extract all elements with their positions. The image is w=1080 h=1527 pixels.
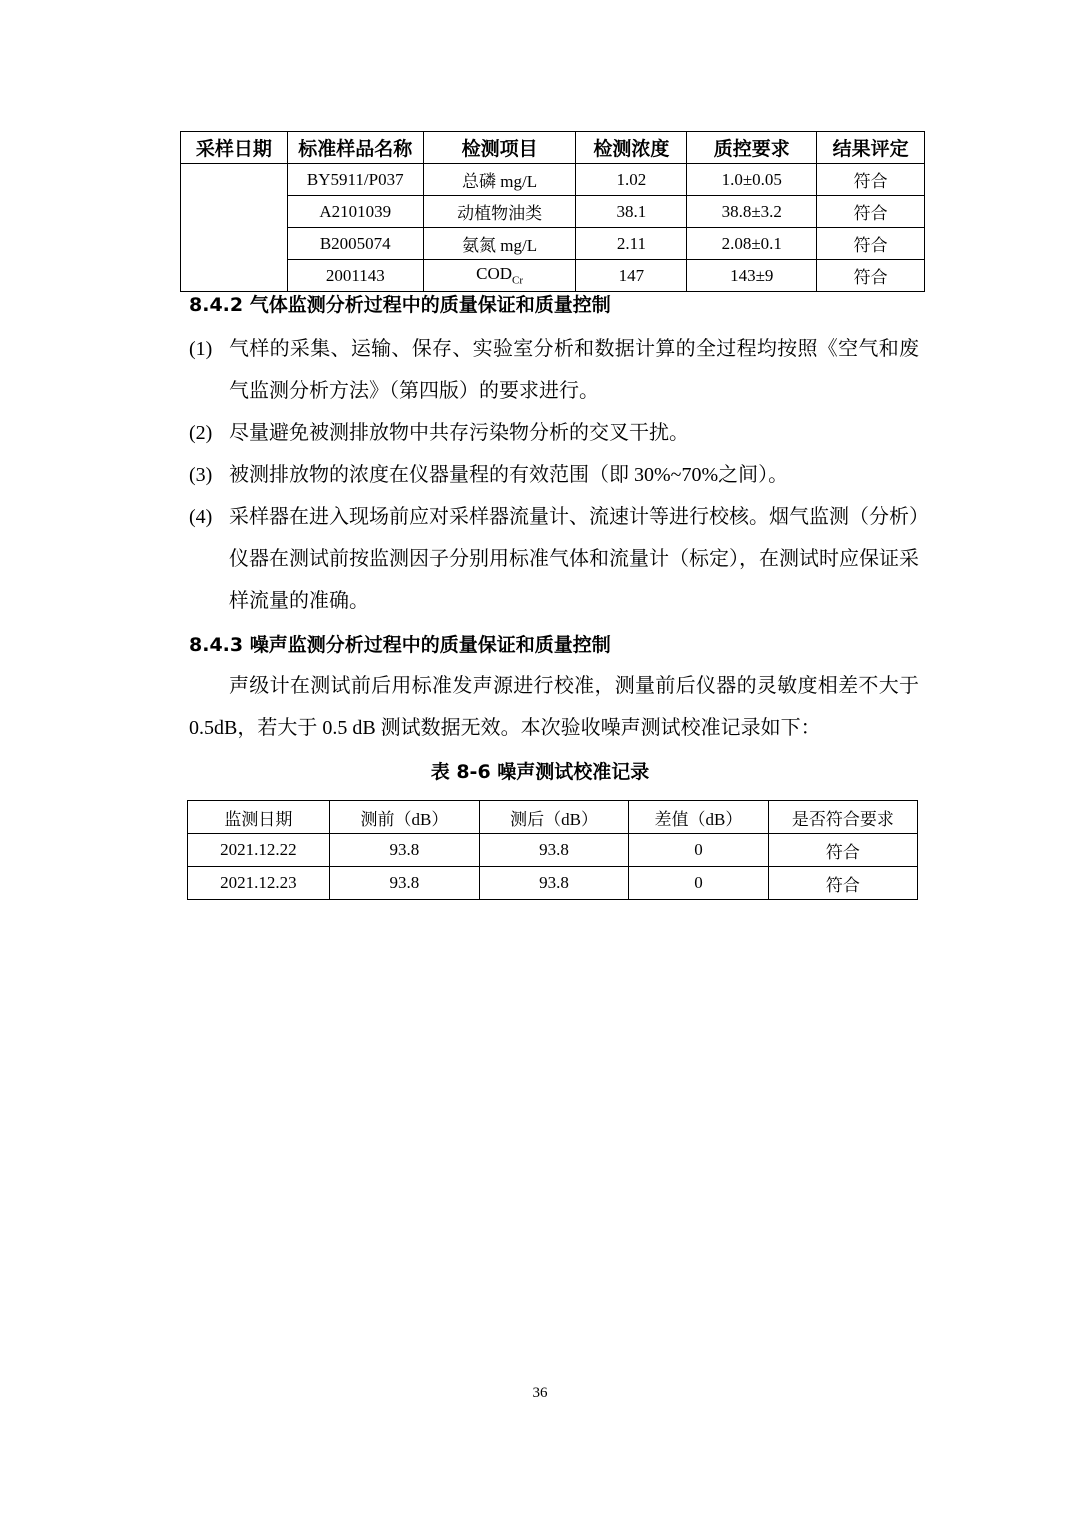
cell-sample: BY5911/P037 [287, 164, 423, 196]
cod-label: COD [476, 264, 513, 284]
header-result: 结果评定 [817, 132, 925, 164]
cell-result: 符合 [817, 164, 925, 196]
cell-conc: 1.02 [576, 164, 687, 196]
cell-compliance: 符合 [768, 834, 917, 867]
cell-diff: 0 [629, 834, 769, 867]
table-row [181, 196, 925, 228]
list-item-text: 尽量避免被测排放物中共存污染物分析的交叉干扰。 [229, 422, 689, 444]
header-compliance: 是否符合要求 [768, 801, 917, 834]
list-item [189, 496, 919, 622]
cell-result: 符合 [817, 196, 925, 228]
table-row [188, 834, 918, 867]
table-header-row [181, 132, 925, 164]
page-number: 36 [532, 1385, 548, 1401]
list-item-number: (4) [189, 506, 213, 528]
table-caption: 表 8-6 噪声测试校准记录 [430, 761, 650, 783]
cell-before: 93.8 [329, 834, 479, 867]
noise-calibration-table [187, 800, 918, 900]
header-concentration: 检测浓度 [576, 132, 687, 164]
header-qc-requirement: 质控要求 [687, 132, 817, 164]
list-item [189, 454, 919, 496]
cell-req: 38.8±3.2 [687, 196, 817, 228]
cell-sample: B2005074 [287, 228, 423, 260]
cell-date: 2021.12.23 [188, 867, 330, 900]
cell-after: 93.8 [479, 867, 628, 900]
section-8-4-2-list [189, 328, 919, 622]
list-item-number: (1) [189, 338, 213, 360]
cell-conc: 2.11 [576, 228, 687, 260]
header-date: 监测日期 [188, 801, 330, 834]
cell-result: 符合 [817, 260, 925, 292]
header-diff: 差值（dB） [629, 801, 769, 834]
cell-sample: 2001143 [287, 260, 423, 292]
cell-item: 总磷 mg/L [423, 164, 576, 196]
cell-before: 93.8 [329, 867, 479, 900]
list-item-text: 采样器在进入现场前应对采样器流量计、流速计等进行校核。烟气监测（分析）仪器在测试前按监测因子分别用标准气体和流量计（标定），在测试时应保证采样流量的准确。 [229, 506, 919, 612]
list-item [189, 328, 919, 412]
section-8-4-3-paragraph: 声级计在测试前后用标准发声源进行校准，测量前后仪器的灵敏度相差不大于 0.5dB，若大于 0.5 dB 测试数据无效。本次验收噪声测试校准记录如下： [189, 675, 919, 739]
table-row [181, 164, 925, 196]
list-item-text: 气样的采集、运输、保存、实验室分析和数据计算的全过程均按照《空气和废气监测分析方法》（第四版）的要求进行。 [229, 338, 919, 402]
header-sample-name: 标准样品名称 [287, 132, 423, 164]
cell-req: 2.08±0.1 [687, 228, 817, 260]
cell-conc: 147 [576, 260, 687, 292]
cell-req: 143±9 [687, 260, 817, 292]
cell-item: 动植物油类 [423, 196, 576, 228]
section-heading-8-4-3: 8.4.3 噪声监测分析过程中的质量保证和质量控制 [189, 634, 611, 656]
cell-req: 1.0±0.05 [687, 164, 817, 196]
table-row [188, 867, 918, 900]
header-test-item: 检测项目 [423, 132, 576, 164]
list-item [189, 412, 919, 454]
header-sampling-date: 采样日期 [181, 132, 288, 164]
sampling-date-cell [181, 164, 288, 292]
header-after: 测后（dB） [479, 801, 628, 834]
list-item-number: (3) [189, 464, 213, 486]
cell-after: 93.8 [479, 834, 628, 867]
cell-sample: A2101039 [287, 196, 423, 228]
cell-item [423, 260, 576, 292]
list-item-number: (2) [189, 422, 213, 444]
cod-subscript: Cr [512, 274, 524, 287]
header-before: 测前（dB） [329, 801, 479, 834]
section-heading-8-4-2: 8.4.2 气体监测分析过程中的质量保证和质量控制 [189, 294, 611, 316]
qc-standard-sample-table [180, 131, 925, 292]
table-row [181, 228, 925, 260]
table-header-row [188, 801, 918, 834]
table-row [181, 260, 925, 292]
cell-conc: 38.1 [576, 196, 687, 228]
cell-result: 符合 [817, 228, 925, 260]
cell-item: 氨氮 mg/L [423, 228, 576, 260]
list-item-text: 被测排放物的浓度在仪器量程的有效范围（即 30%~70%之间）。 [229, 464, 789, 486]
cell-compliance: 符合 [768, 867, 917, 900]
cell-diff: 0 [629, 867, 769, 900]
cell-date: 2021.12.22 [188, 834, 330, 867]
